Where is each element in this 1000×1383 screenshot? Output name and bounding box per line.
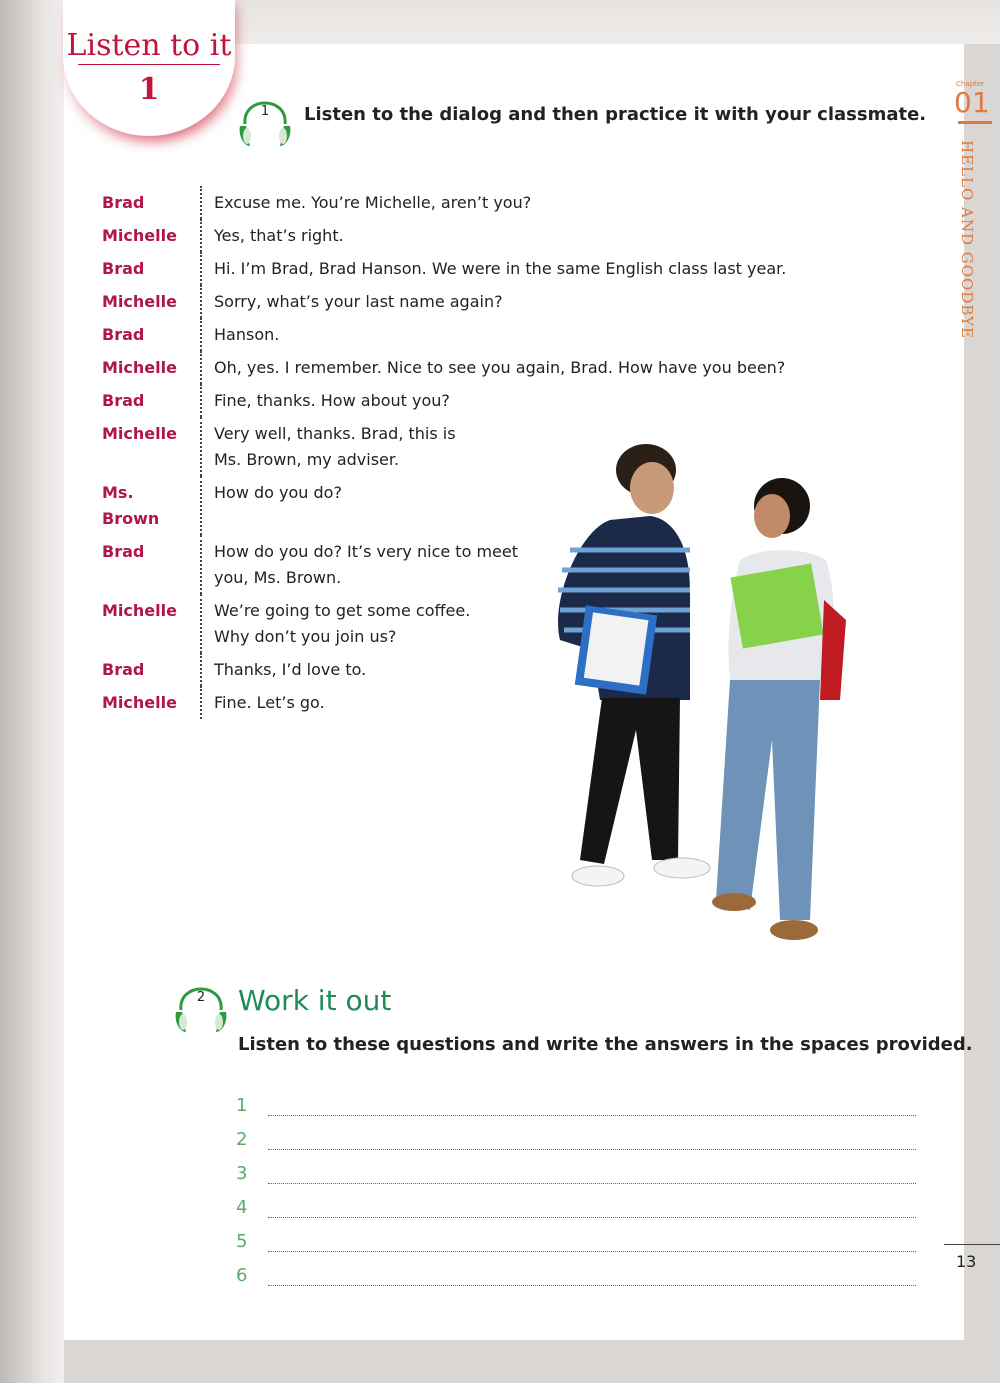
dotted-separator xyxy=(200,351,203,384)
answer-blank[interactable] xyxy=(268,1267,916,1286)
dialog-row xyxy=(102,476,542,535)
speaker: Michelle xyxy=(102,292,177,311)
answer-number: 1 xyxy=(236,1095,248,1116)
dotted-separator xyxy=(200,653,203,686)
dialog-line: Fine. Let’s go. xyxy=(214,693,325,712)
speaker: Michelle xyxy=(102,601,177,620)
answer-line-row xyxy=(236,1150,916,1184)
section-badge-rule xyxy=(78,64,220,65)
headphones-icon xyxy=(172,972,230,1036)
dialog-line: Sorry, what’s your last name again? xyxy=(214,292,503,311)
dotted-separator xyxy=(200,594,203,653)
dialog-row xyxy=(102,351,786,384)
speaker: Ms. Brown xyxy=(102,483,160,528)
speaker: Brad xyxy=(102,542,145,561)
dotted-separator xyxy=(200,318,203,351)
dialog-line: Yes, that’s right. xyxy=(214,226,344,245)
dialog-row xyxy=(102,686,542,719)
dialog-row xyxy=(102,417,542,476)
chapter-number: 01 xyxy=(954,86,990,119)
speaker: Michelle xyxy=(102,358,177,377)
dialog-line: Oh, yes. I remember. Nice to see you again, Brad. How have you been? xyxy=(214,358,786,377)
dialog-row xyxy=(102,653,542,686)
dotted-separator xyxy=(200,384,203,417)
speaker: Michelle xyxy=(102,226,177,245)
track-number: 1 xyxy=(260,104,270,119)
scan-background-left xyxy=(0,0,64,1383)
answer-blank[interactable] xyxy=(268,1131,916,1150)
answer-number: 6 xyxy=(236,1265,248,1286)
section-badge-title: Listen to it xyxy=(66,28,232,63)
speaker: Brad xyxy=(102,193,145,212)
dotted-separator xyxy=(200,535,203,594)
dialog-line: Excuse me. You’re Michelle, aren’t you? xyxy=(214,193,532,212)
dialog-line: Very well, thanks. Brad, this is Ms. Brown, my adviser. xyxy=(214,424,456,469)
dotted-separator xyxy=(200,686,203,719)
answer-blank[interactable] xyxy=(268,1199,916,1218)
dialog-instruction: Listen to the dialog and then practice it with your classmate. xyxy=(304,104,927,125)
dotted-separator xyxy=(200,417,203,476)
dialog-row xyxy=(102,535,542,594)
speaker: Michelle xyxy=(102,693,177,712)
chapter-label: Chapter xyxy=(956,80,984,88)
dialog-line: How do you do? It’s very nice to meet you, Ms. Brown. xyxy=(214,542,518,587)
answer-lines xyxy=(236,1082,916,1286)
speaker: Brad xyxy=(102,325,145,344)
section-badge-number: 1 xyxy=(138,72,160,107)
page-number-rule xyxy=(944,1244,1000,1245)
dialog-line: How do you do? xyxy=(214,483,342,502)
speaker: Brad xyxy=(102,391,145,410)
dotted-separator xyxy=(200,252,203,285)
dialog-line: Thanks, I’d love to. xyxy=(214,660,367,679)
answer-line-row xyxy=(236,1082,916,1116)
work-it-out-instruction: Listen to these questions and write the answers in the spaces provided. xyxy=(238,1034,973,1055)
work-it-out-title: Work it out xyxy=(238,984,392,1017)
dialog-row xyxy=(102,285,542,318)
dialog-row xyxy=(102,252,787,285)
answer-blank[interactable] xyxy=(268,1165,916,1184)
dotted-separator xyxy=(200,186,203,219)
answer-number: 3 xyxy=(236,1163,248,1184)
answer-number: 2 xyxy=(236,1129,248,1150)
dialog xyxy=(102,186,787,719)
chapter-title: HELLO AND GOODBYE xyxy=(958,140,976,339)
headphones-icon xyxy=(236,86,294,150)
answer-number: 4 xyxy=(236,1197,248,1218)
answer-line-row xyxy=(236,1252,916,1286)
dotted-separator xyxy=(200,476,203,535)
page-number: 13 xyxy=(956,1252,977,1271)
answer-number: 5 xyxy=(236,1231,248,1252)
chapter-bar xyxy=(958,121,992,124)
dialog-row xyxy=(102,594,542,653)
answer-blank[interactable] xyxy=(268,1233,916,1252)
answer-line-row xyxy=(236,1184,916,1218)
dialog-row xyxy=(102,384,542,417)
dialog-row xyxy=(102,219,542,252)
track-number: 2 xyxy=(196,990,206,1005)
speaker: Michelle xyxy=(102,424,177,443)
speaker: Brad xyxy=(102,259,145,278)
answer-line-row xyxy=(236,1116,916,1150)
answer-blank[interactable] xyxy=(268,1097,916,1116)
dialog-row xyxy=(102,318,542,351)
speaker: Brad xyxy=(102,660,145,679)
dialog-line: We’re going to get some coffee. Why don’t you join us? xyxy=(214,601,471,646)
students-photo xyxy=(540,440,860,960)
dotted-separator xyxy=(200,285,203,318)
dialog-line: Hi. I’m Brad, Brad Hanson. We were in the same English class last year. xyxy=(214,259,787,278)
dialog-line: Hanson. xyxy=(214,325,280,344)
answer-line-row xyxy=(236,1218,916,1252)
dialog-row xyxy=(102,186,542,219)
dialog-line: Fine, thanks. How about you? xyxy=(214,391,450,410)
dotted-separator xyxy=(200,219,203,252)
